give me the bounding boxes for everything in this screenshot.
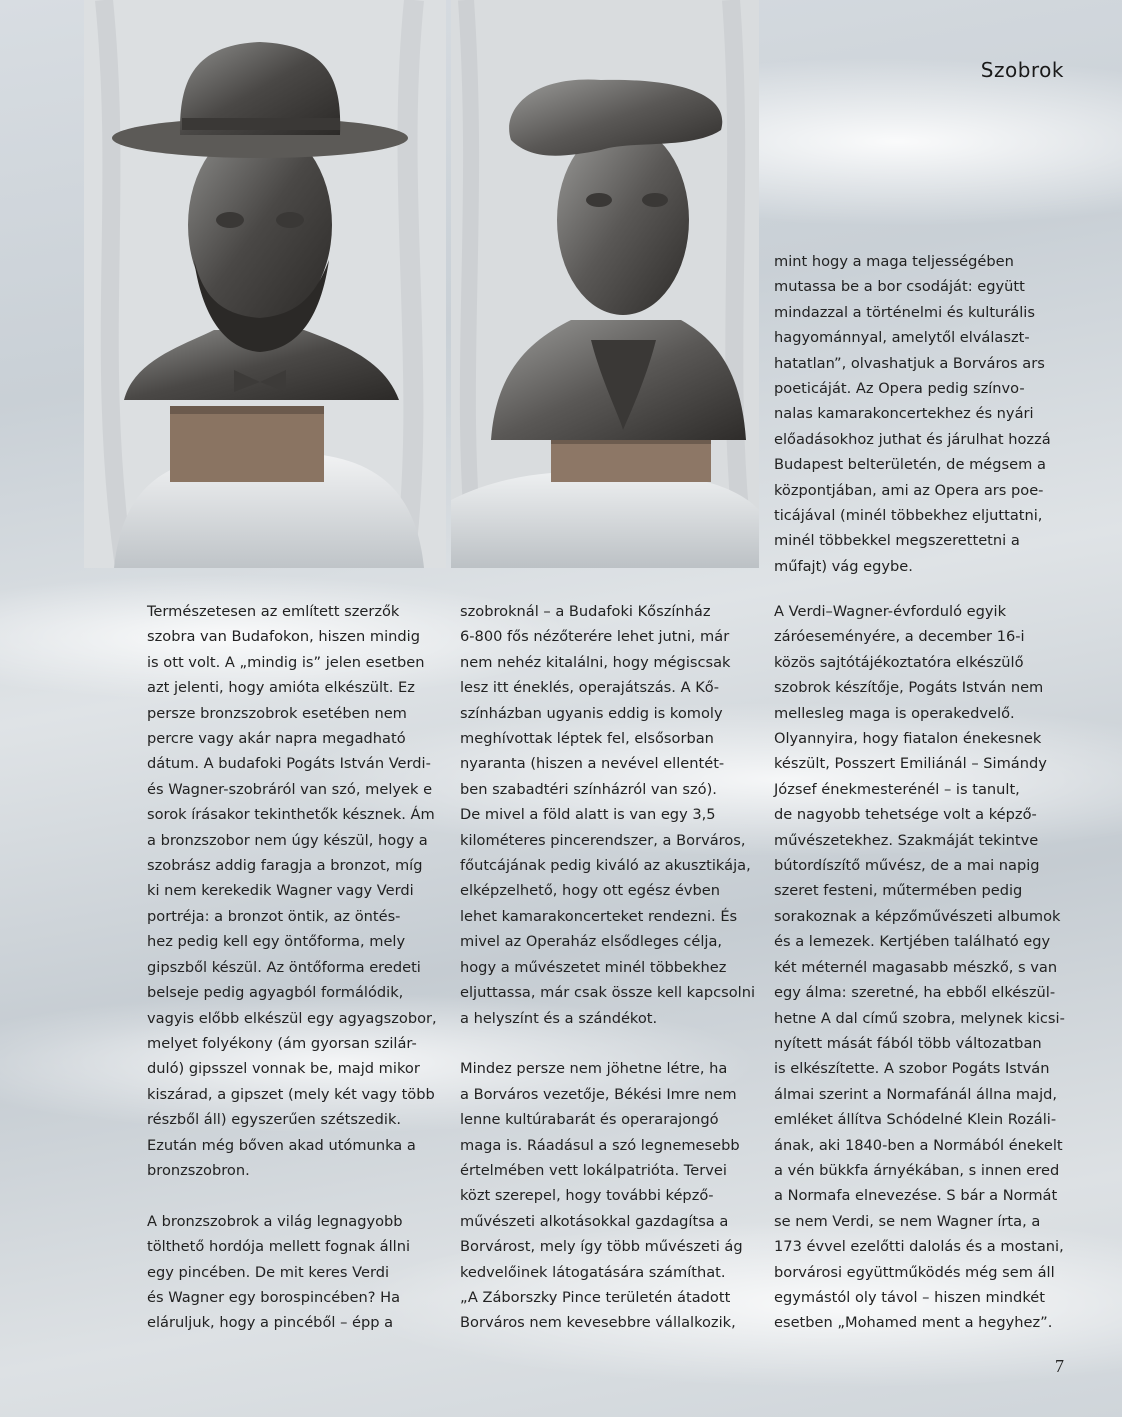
page-number: 7	[1055, 1356, 1064, 1376]
text-line: és a lemezek. Kertjében található egy	[774, 933, 1051, 951]
wagner-bust-photo	[451, 0, 759, 568]
text-line: József énekmesterénél – is tanult,	[774, 780, 1020, 798]
text-line: Budapest belterületén, de mégsem a	[774, 456, 1046, 474]
text-line: vagyis előbb elkészül egy agyagszobor,	[147, 1009, 437, 1027]
text-line: se nem Verdi, se nem Wagner írta, a	[774, 1212, 1041, 1230]
column-1-text	[147, 599, 447, 1361]
text-line: művészeti alkotásokkal gazdagítsa a	[460, 1212, 729, 1230]
text-line: ticájával (minél többekhez eljuttatni,	[774, 507, 1043, 525]
verdi-bust-photo	[84, 0, 446, 568]
verdi-bust-illustration	[84, 0, 446, 568]
text-line: hez pedig kell egy öntőforma, mely	[147, 933, 406, 951]
text-line: színházban ugyanis eddig is komoly	[460, 704, 723, 722]
text-line: nem nehéz kitalálni, hogy mégiscsak	[460, 653, 731, 671]
text-line: a bronzszobor nem úgy készül, hogy a	[147, 831, 428, 849]
text-line: kilométeres pincerendszer, a Borváros,	[460, 831, 746, 849]
text-line: eláruljuk, hogy a pincéből – épp a	[147, 1314, 394, 1332]
text-line: Borváros nem kevesebbre vállalkozik,	[460, 1314, 736, 1332]
text-line: „A Záborszky Pince területén átadott	[460, 1288, 731, 1306]
text-line: sorakoznak a képzőművészeti albumok	[774, 907, 1061, 925]
text-line: szobra van Budafokon, hiszen mindig	[147, 628, 420, 646]
paragraph	[774, 599, 1074, 1336]
text-line: duló) gipsszel vonnak be, majd mikor	[147, 1060, 420, 1078]
text-line: kedvelőinek látogatására számíthat.	[460, 1263, 726, 1281]
text-line: hagyománnyal, amelytől elválaszt-	[774, 329, 1030, 347]
text-line: ának, aki 1840-ben a Normából énekelt	[774, 1136, 1063, 1154]
text-line: eljuttassa, már csak össze kell kapcsolni	[460, 984, 755, 1002]
text-line: szobroknál – a Budafoki Kőszínház	[460, 603, 711, 620]
text-line: persze bronzszobrok esetében nem	[147, 704, 407, 722]
text-line: ben szabadtéri színházról van szó).	[460, 780, 717, 798]
text-line: nalas kamarakoncertekhez és nyári	[774, 405, 1034, 423]
text-line: bútordíszítő művész, de a mai napig	[774, 857, 1040, 875]
text-line: elképzelhető, hogy ott egész évben	[460, 882, 721, 900]
text-line: bronzszobron.	[147, 1161, 250, 1179]
text-line: hetne A dal című szobra, melynek kicsi-	[774, 1009, 1065, 1027]
text-line: Természetesen az említett szerzők	[147, 603, 400, 620]
text-line: műfajt) vág egybe.	[774, 557, 913, 575]
text-line: de nagyobb tehetsége volt a képző-	[774, 806, 1037, 824]
text-line: mint hogy a maga teljességében	[774, 253, 1014, 270]
text-line: tölthető hordója mellett fognak állni	[147, 1238, 411, 1256]
text-line: egy álma: szeretné, ha ebből elkészül-	[774, 984, 1056, 1002]
text-line: közt szerepel, hogy további képző-	[460, 1187, 714, 1205]
text-line: De mivel a föld alatt is van egy 3,5	[460, 806, 716, 824]
text-line: is elkészítette. A szobor Pogáts István	[774, 1060, 1050, 1078]
text-line: a Borváros vezetője, Békési Imre nem	[460, 1085, 737, 1103]
text-line: belseje pedig agyagból formálódik,	[147, 984, 404, 1002]
text-line: szobrok készítője, Pogáts István nem	[774, 679, 1044, 697]
text-line: művészetekhez. Szakmáját tekintve	[774, 831, 1039, 849]
text-line: álmai szerint a Normafánál állna majd,	[774, 1085, 1058, 1103]
text-line: nyített mását fából több változatban	[774, 1034, 1042, 1052]
text-line: a helyszínt és a szándékot.	[460, 1009, 658, 1027]
text-line: portréja: a bronzot öntik, az öntés-	[147, 907, 401, 925]
text-line: és Wagner egy borospincében? Ha	[147, 1288, 401, 1306]
text-line: készült, Posszert Emiliánál – Simándy	[774, 755, 1047, 773]
text-line: 173 évvel ezelőtti dalolás és a mostani,	[774, 1238, 1064, 1256]
paragraph	[147, 1209, 447, 1336]
text-line: lesz itt éneklés, operajátszás. A Kő-	[460, 679, 719, 697]
text-line: a Normafa elnevezése. S bár a Normát	[774, 1187, 1058, 1205]
text-line: minél többekkel megszerettetni a	[774, 532, 1020, 550]
text-line: lenne kultúrabarát és operarajongó	[460, 1111, 719, 1129]
text-line: melyet folyékony (ám gyorsan szilár-	[147, 1034, 417, 1052]
text-line: meghívottak léptek fel, elsősorban	[460, 730, 714, 748]
text-line: mindazzal a történelmi és kulturális	[774, 303, 1035, 321]
text-line: Ezután még bőven akad utómunka a	[147, 1136, 416, 1154]
text-line: emléket állítva Schódelné Klein Rozáli-	[774, 1111, 1057, 1129]
text-line: gipszből készül. Az öntőforma eredeti	[147, 958, 421, 976]
text-line: nyaranta (hiszen a nevével ellentét-	[460, 755, 725, 773]
text-line: poeticáját. Az Opera pedig színvo-	[774, 380, 1025, 398]
text-line: központjában, ami az Opera ars poe-	[774, 481, 1044, 499]
text-line: hogy a művészetet minél többekhez	[460, 958, 727, 976]
text-line: kiszárad, a gipszet (mely két vagy több	[147, 1085, 435, 1103]
wagner-bust-illustration	[451, 0, 759, 568]
text-line: 6-800 fős nézőterére lehet jutni, már	[460, 628, 730, 646]
section-title: Szobrok	[980, 58, 1064, 82]
text-line: közös sajtótájékoztatóra elkészülő	[774, 653, 1024, 671]
column-3-top-text	[774, 249, 1074, 605]
paragraph	[147, 599, 447, 1183]
column-2-text	[460, 599, 760, 1361]
text-line: egymástól oly távol – hiszen mindkét	[774, 1288, 1045, 1306]
text-line: esetben „Mohamed ment a hegyhez”.	[774, 1314, 1053, 1332]
text-line: A bronzszobrok a világ legnagyobb	[147, 1212, 403, 1230]
text-line: hatatlan”, olvashatjuk a Borváros ars	[774, 354, 1045, 372]
paragraph	[460, 1056, 760, 1335]
text-line: főutcájának pedig kiváló az akusztikája,	[460, 857, 751, 875]
text-line: szobrász addig faragja a bronzot, míg	[147, 857, 423, 875]
text-line: értelmében vett lokálpatrióta. Tervei	[460, 1161, 727, 1179]
text-line: maga is. Ráadásul a szó legnemesebb	[460, 1136, 740, 1154]
text-line: a vén bükkfa árnyékában, s innen ered	[774, 1161, 1060, 1179]
paragraph	[460, 599, 760, 1031]
column-3-text	[774, 599, 1074, 1361]
text-line: borvárosi együttműködés még sem áll	[774, 1263, 1055, 1281]
text-line: lehet kamarakoncerteket rendezni. És	[460, 907, 738, 925]
text-line: Olyannyira, hogy fiatalon énekesnek	[774, 730, 1042, 748]
text-line: részből áll) egyszerűen szétszedik.	[147, 1111, 402, 1129]
text-line: Mindez persze nem jöhetne létre, ha	[460, 1060, 728, 1078]
text-line: mivel az Operaház elsődleges célja,	[460, 933, 723, 951]
text-line: egy pincében. De mit keres Verdi	[147, 1263, 390, 1281]
text-line: ki nem kerekedik Wagner vagy Verdi	[147, 882, 414, 900]
text-line: A Verdi–Wagner-évforduló egyik	[774, 603, 1007, 620]
text-line: mutassa be a bor csodáját: együtt	[774, 278, 1025, 296]
text-line: két méternél magasabb mészkő, s van	[774, 958, 1058, 976]
text-line: is ott volt. A „mindig is” jelen esetben	[147, 653, 425, 671]
text-line: záróeseményére, a december 16-i	[774, 628, 1025, 646]
text-line: Borvárost, mely így több művészeti ág	[460, 1238, 743, 1256]
text-line: sorok írásakor tekinthetők késznek. Ám	[147, 806, 435, 824]
text-line: szeret festeni, műtermében pedig	[774, 882, 1023, 900]
text-line: azt jelenti, hogy amióta elkészült. Ez	[147, 679, 415, 697]
paragraph	[774, 249, 1074, 579]
text-line: percre vagy akár napra megadható	[147, 730, 406, 748]
text-line: előadásokhoz juthat és járulhat hozzá	[774, 430, 1051, 448]
text-line: dátum. A budafoki Pogáts István Verdi-	[147, 755, 431, 773]
text-line: mellesleg maga is operakedvelő.	[774, 704, 1015, 722]
text-line: és Wagner-szobráról van szó, melyek e	[147, 780, 433, 798]
